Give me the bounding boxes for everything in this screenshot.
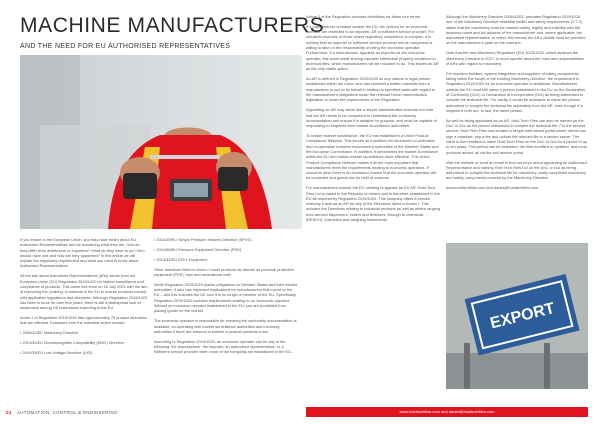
paragraph: Annex I of Regulation 2019/1020 lists approximately 70 product directives that are affected. Examples from the industrial sector include: xyxy=(20,315,147,326)
text-column-4 xyxy=(446,14,588,195)
paragraph: To bolster market surveillance, the EU has established a Union Product Compliance Network. This serves as a platform for structured co-ordination and co-operation between enforcement authorities of the Member States and the European Commission. In addition, it streamlines the market surveillance within the EU and makes market surveillance more effective. This Union Product Compliance Network makes it all the more important that manufacturers meet the requirements relating to economic operators. If concerns arise there is an increased chance that the economic operator will be contacted and goods can be held at customs. xyxy=(306,133,439,181)
text-column-2 xyxy=(154,237,298,359)
text-column-1 xyxy=(20,237,148,360)
publication-name: AUTOMATION, CONTROL & ENGINEERING xyxy=(16,410,118,415)
paragraph: As well as being appointed as an AR, Hold Tech Files can also be named on the DoC or DoI as the person authorised to compile the technical file. For the second service, Hold Tech Files has created a simple web-based portal where clients can sign a mandate, pay a fee and upload the relevant file in a secure server. The client is then entitled to name Hold Tech Files on the DoC or DoI for a period of up to ten years. This period can be extended, the files modified or updated, and more products added, all via the self-service portal. xyxy=(446,117,588,155)
page-subtitle: AND THE NEED FOR EU AUTHORISED REPRESENTATIVES xyxy=(20,43,231,50)
list-item: • 2006/42/EC Machinery Directive xyxy=(20,330,79,336)
paragraph: For machine builders, system integrators and suppliers of safety components falling within the scope of the existing Machinery Directive, the requirement in Regulation 2019/1020 for an economic operator is additional. Manufacturers outside the EU must still name a person established in the EU on the Declaration of Conformity (DoC) or Declaration of Incorporation (DoI) as being authorised to compile the technical file. For clarity, it would be advisable to name the person authorised to compile the technical file separately from the AR, even though it is simplest if both are, in fact, the same person. xyxy=(446,70,586,113)
paragraph: Although the Machinery Directive 2006/42/EC predates Regulation 2019/1020, one of the Machinery Directive essential health and safety requirements (1.7.3) states that the machinery must be marked visibly, legibly and indelibly with the business name and full address of the manufacturer and, where applicable, his authorised representative. In effect, this means the AR's details must be provided on the manufacturer's plate on the machine. xyxy=(446,14,586,46)
page-number: 24 xyxy=(6,410,12,415)
paragraph: If you export to the European Union, you may have heard about EU Authorised Representatives and be wondering what they are. How do they differ from distributors or importers? What do they have to do? Who should have one and how are they appointed? In this article we will explain the regulatory requirement and what you need to know about Authorised Representatives. xyxy=(20,237,145,269)
list-item: • 2014/35/EU Low Voltage Directive (LVD) xyxy=(20,350,93,356)
page-footer xyxy=(6,410,118,415)
list-item: • 2014/34/EU ATEX Equipment xyxy=(154,256,208,262)
text-column-3 xyxy=(306,14,440,227)
export-sign-text: EXPORT xyxy=(488,300,557,333)
paragraph: The economic operator is responsible for ensuring the conformity documentation is available, co-operating with market surveillance authorities and informing authorities if there are reasons to believe a product presents a risk. xyxy=(154,318,297,334)
engineer-photo xyxy=(20,55,302,229)
paragraph: Appointing an AR may seem like a simple administrative exercise but note that the AR needs to be competent to understand the conformity documentation and ensure it is suitable for purpose, and must be capable of responding to enquiries from market surveillance authorities. xyxy=(306,107,437,129)
page-title: MACHINE MANUFACTURERS xyxy=(20,14,325,37)
export-sign-image xyxy=(446,243,588,389)
paragraph: All the talk about Authorised Representatives (ARs) stems from the European Union (EU) Regulation 2019/1020 on market surveillance and compliance of products. This came into force on 16 July 2021 with the aim of improving the 'policing' of markets in the EU to ensure products comply with applicable regulations and directives. Although Regulation 2019/1020 has been in force for over four years, there is still a widespread lack of awareness among UK businesses exporting to the EU. xyxy=(20,273,148,311)
caption-text: www.holdtechfiles.com and daniel@holdtechfiles.com xyxy=(399,409,495,414)
paragraph: Visit the website or send an email to find out more about appointing an Authorised Representative and naming Hold Tech Files Ltd on the DoC or DoI as being authorised to compile the technical file for machinery, partly completed machinery and safety components covered by the Machinery Directive. xyxy=(446,159,587,181)
paragraph: An AR is defined in Regulation 2019/1020 as any natural or legal person established within the Union who has received a written mandate from a manufacturer to act on its behalf in relation to specified tasks with regard to the manufacturer's obligations under the relevant Union harmonisation legislation or under the requirements of the Regulation. xyxy=(306,76,436,103)
paragraph: While Regulation 2019/1020 places obligations on Member States and their market authorities, it also has important implications for manufacturers that export to the EU – and this includes the UK now it is no longer a member of the EU. Specifically, Regulation 2019/1020 contains requirements relating to an 'economic operator'. Without an economic operator established in the EU, you are prohibited from placing goods on the market. xyxy=(154,281,297,314)
paragraph: Article 3 of the Regulation provides definitions for these four terms. xyxy=(306,14,421,19)
list-item: • 2014/29/EU Simple Pressure Vessels Directive (SPVD) xyxy=(154,237,252,242)
paragraph: If a manufacturer is based outside the EU, the options for an economic operator are restricted to an importer, AR or fulfilment service provider. For industrial products or those where regulatory compliance is complex, it is unlikely that an importer or fulfilment service provider will be competent or willing to take on the responsibility of being the economic operator. Furthermore, if a manufacturer appoints an importer as the economic operator, this could entail sharing valuable intellectual property contained in technical files, which manufacturers will be reluctant to do. This leaves an AR as the only viable option. xyxy=(306,23,439,72)
paragraph: Other directives listed in Annex I cover products as diverse as personal protective equipment (PPE), toys and recreational craft. xyxy=(154,266,295,277)
list-item: • 2014/68/EU Pressure Equipment Directive (PED) xyxy=(154,246,242,252)
list-item: • 2014/30/EU Electromagnetic Compatibility (EMC) Directive xyxy=(20,340,124,346)
paragraph: Note that the new Machinery Regulation (EU) 2023/1230, which replaces the Machinery Directive in 2027, is more specific about the roles and responsibilities of ARs with regard to machinery. xyxy=(446,50,584,66)
contact-caption-bar[interactable] xyxy=(306,407,588,417)
paragraph: For manufacturers outside the EU needing to appoint an EU AR, Hold Tech Files Ltd is based in the Republic of Ireland and is therefore established in the EU as required by Regulation 2019/1020. This company offers a service whereby it acts as an AR for any of the Directives listed in Annex I. This includes the Directives relating to industrial products as well as others ranging from aerosol dispensers, boilers and fertilisers, through to chemicals (REACH), cosmetics and weighing instruments. xyxy=(306,185,440,223)
contact-links[interactable]: www.holdtechfiles.com and daniel@holdtechfiles.com xyxy=(446,185,539,191)
paragraph: According to Regulation 2019/1020, an economic operator can be any of the following: the manufacturer, the importer, an authorised representative, or a fulfilment service provider when none of the foregoing are established in the EU. xyxy=(154,338,292,355)
